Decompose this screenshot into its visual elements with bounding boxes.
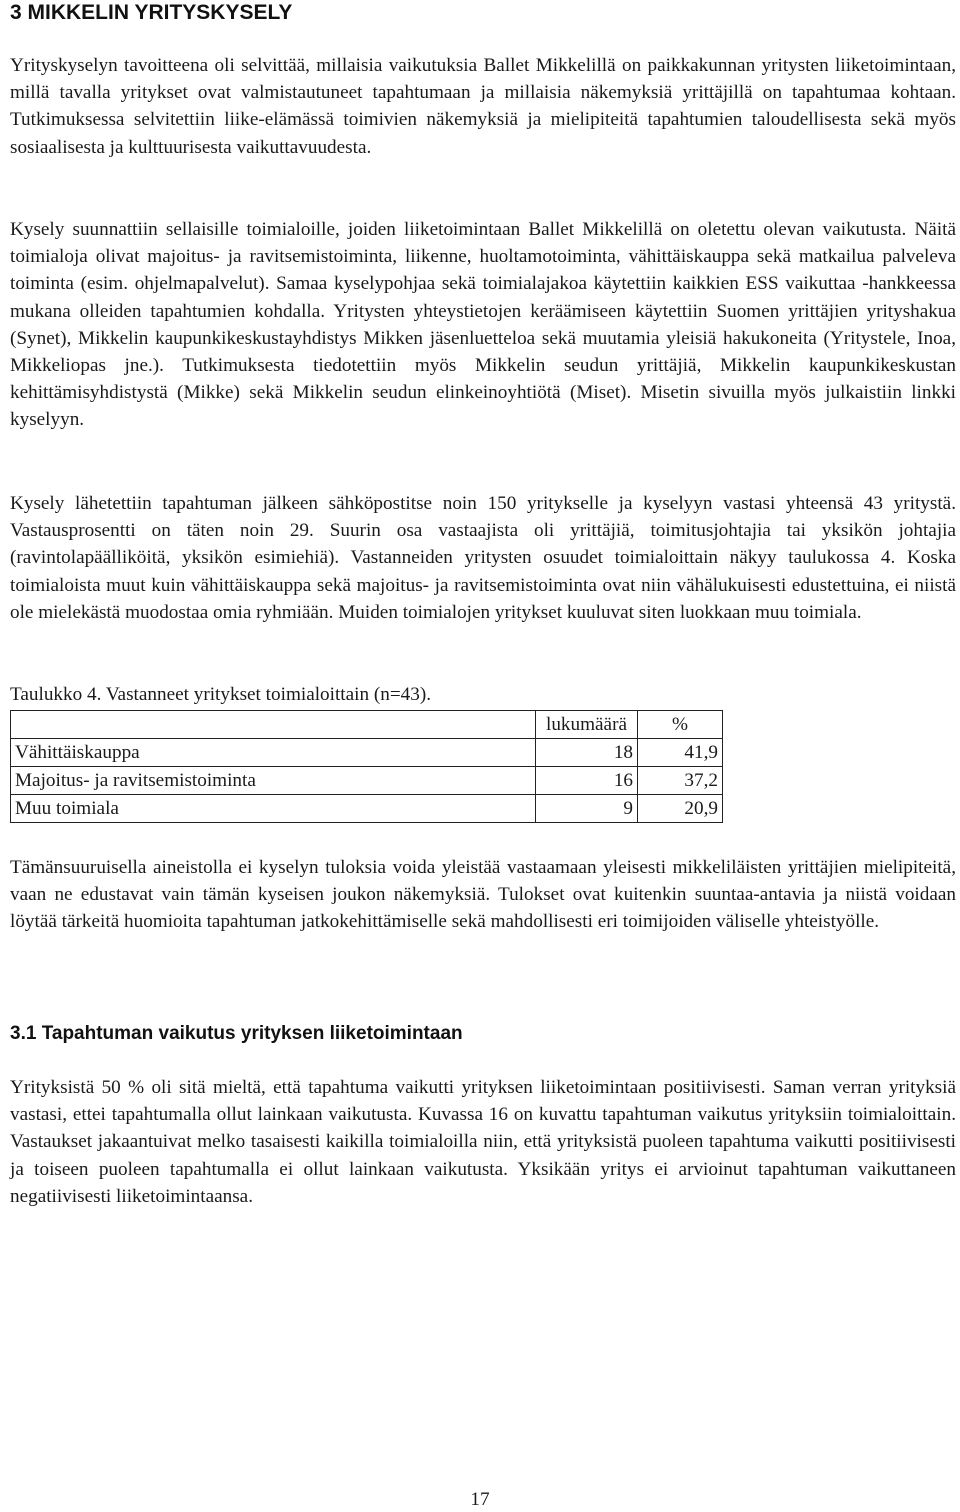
respondents-table <box>10 710 723 823</box>
table-cell-industry: Vähittäiskauppa <box>11 739 536 767</box>
limitations-paragraph: Tämänsuuruisella aineistolla ei kyselyn tuloksia voida yleistää vastaamaan yleisesti mikkeliläisten yrittäjien mielipiteitä, vaan ne edustavat vain tämän kyseisen joukon näkemyksiä. Tulokset ovat kuitenkin suuntaa-antavia ja niistä voidaan löytää tärkeitä huomioita tapahtuman jatkokehittämiselle sekä mahdollisesti eri toimijoiden väliselle yhteistyölle. <box>10 857 956 933</box>
table-cell-percent: 20,9 <box>638 795 723 823</box>
impact-paragraph: Yrityksistä 50 % oli sitä mieltä, että tapahtuma vaikutti yrityksen liiketoimintaan positiivisesti. Saman verran yrityksiä vastasi, ettei tapahtumalla ollut lainkaan vaikutusta. Kuvassa 16 on kuvattu tapahtuman vaikutus yrityksiin toimialoittain. Vastaukset jakaantuivat melko tasaisesti kaikilla toimialoilla niin, että yrityksistä puoleen tapahtuma vaikutti positiivisesti ja toiseen puoleen tapahtumalla ei ollut lainkaan vaikutusta. Yksikään yritys ei arvioinut tapahtuman vaikuttaneen negatiivisesti liiketoimintaansa. <box>10 1077 956 1207</box>
table-cell-count: 18 <box>536 739 638 767</box>
table-cell-percent: 41,9 <box>638 739 723 767</box>
table-cell-percent: 37,2 <box>638 767 723 795</box>
table-header-count: lukumäärä <box>536 711 638 739</box>
intro-paragraph: Yrityskyselyn tavoitteena oli selvittää, millaisia vaikutuksia Ballet Mikkelillä on paikkakunnan yritysten liiketoimintaan, millä tavalla yritykset ovat valmistautuneet tapahtumaan ja millaisia näkemyksiä yrittäjillä on tapahtumaa kohtaan. Tutkimuksessa selvitettiin liike-elämässä toimivien näkemyksiä ja mielipiteitä tapahtumien taloudellisesta sekä myös sosiaalisesta ja kulttuurisesta vaikuttavuudesta. <box>10 55 956 158</box>
survey-target-paragraph: Kysely suunnattiin sellaisille toimialoille, joiden liiketoimintaan Ballet Mikkelillä on oletettu olevan vaikutusta. Näitä toimialoja olivat majoitus- ja ravitsemistoiminta, liikenne, huoltamotoiminta, vähittäiskauppa sekä matkailua palveleva toiminta (esim. ohjelmapalvelut). Samaa kyselypohjaa sekä toimialajakoa käytettiin kaikkien ESS vaikuttaa -hankkeessa mukana olleiden tapahtumien kohdalla. Yritysten yhteystietojen keräämiseen käytettiin Suomen yrittäjien yrityshakua (Synet), Mikkelin kaupunkikeskustayhdistys Mikken jäsenluetteloa sekä muutamia yleisiä hakukoneita (Yritystele, Inoa, Mikkeliopas jne.). Tutkimuksesta tiedotettiin myös Mikkelin seudun yrittäjiä, Mikkelin kaupunkikeskustan kehittämisyhdistystä (Mikke) sekä Mikkelin seudun elinkeinoyhtiötä (Miset). Misetin sivuilla myös julkaistiin linkki kyselyyn. <box>10 219 956 431</box>
table-cell-count: 9 <box>536 795 638 823</box>
table-row <box>11 795 723 823</box>
table-header-row <box>11 711 723 739</box>
page-number: 17 <box>470 1489 490 1510</box>
table-row <box>11 767 723 795</box>
response-paragraph: Kysely lähetettiin tapahtuman jälkeen sähköpostitse noin 150 yritykselle ja kyselyyn vastasi yhteensä 43 yritystä. Vastausprosentti on täten noin 29. Suurin osa vastaajista oli yrittäjiä, toimitusjohtajia tai yksikön johtajia (ravintolapäälliköitä, yksikön esimiehiä). Vastanneiden yritysten osuudet toimialoittain näkyy taulukossa 4. Koska toimialoista muut kuin vähittäiskauppa sekä majoitus- ja ravitsemistoiminta ovat niin vähälukuisesti edustettuina, ei niistä ole mielekästä muodostaa omia ryhmiään. Muiden toimialojen yritykset kuuluvat siten luokkaan muu toimiala. <box>10 493 956 623</box>
table-row <box>11 739 723 767</box>
table-header-percent: % <box>638 711 723 739</box>
table-header-cell <box>11 711 536 739</box>
table-cell-count: 16 <box>536 767 638 795</box>
table-cell-industry: Muu toimiala <box>11 795 536 823</box>
table-caption: Taulukko 4. Vastanneet yritykset toimialoittain (n=43). <box>10 684 432 705</box>
table-cell-industry: Majoitus- ja ravitsemistoiminta <box>11 767 536 795</box>
chapter-heading: 3 MIKKELIN YRITYSKYSELY <box>10 1 293 24</box>
section-heading: 3.1 Tapahtuman vaikutus yrityksen liiketoimintaan <box>10 1023 463 1044</box>
